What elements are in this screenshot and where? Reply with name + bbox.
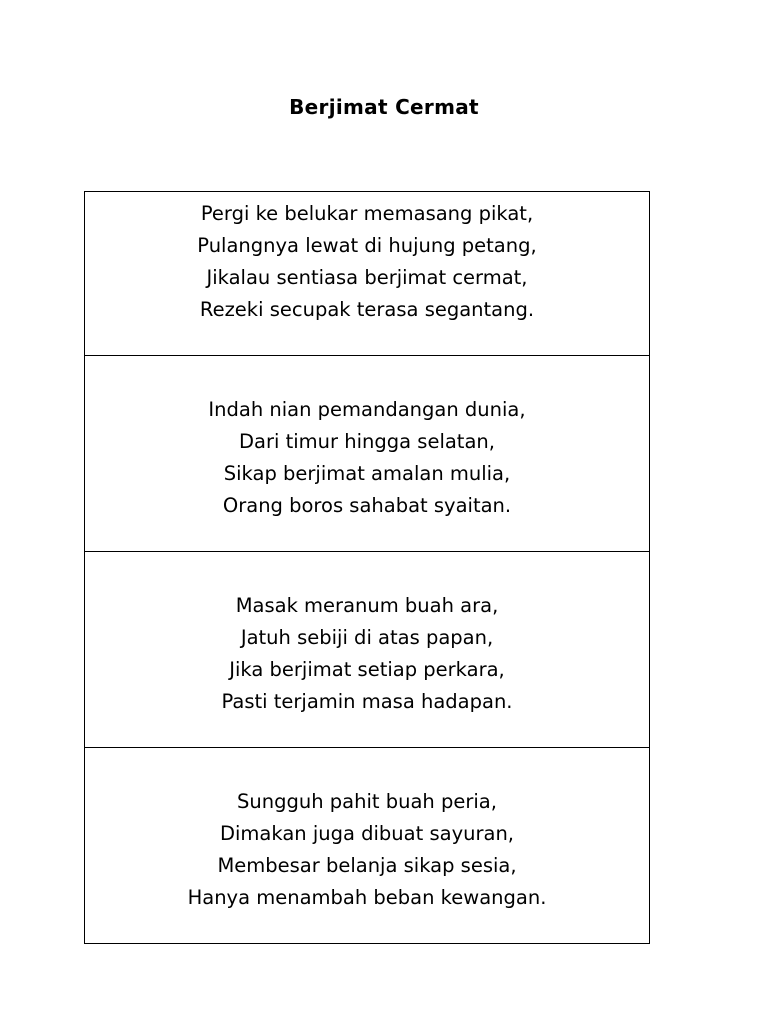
stanza-line: Dari timur hingga selatan, <box>239 430 495 453</box>
stanza-line: Dimakan juga dibuat sayuran, <box>220 822 514 845</box>
stanza-line: Membesar belanja sikap sesia, <box>217 854 517 877</box>
stanza-line: Jatuh sebiji di atas papan, <box>240 626 494 649</box>
stanza-line: Indah nian pemandangan dunia, <box>208 398 526 421</box>
stanza-line: Jikalau sentiasa berjimat cermat, <box>206 266 528 289</box>
stanza-line: Pulangnya lewat di hujung petang, <box>197 234 537 257</box>
stanza-line: Orang boros sahabat syaitan. <box>222 494 512 517</box>
stanza-line: Sungguh pahit buah peria, <box>237 790 497 813</box>
stanza-cell-4 <box>85 748 649 943</box>
stanza-line: Masak meranum buah ara, <box>235 594 499 617</box>
poem-table <box>84 191 650 944</box>
stanza-cell-3 <box>85 552 649 748</box>
page-title: Berjimat Cermat <box>289 95 479 119</box>
stanza-line: Pergi ke belukar memasang pikat, <box>200 202 534 225</box>
stanza-cell-1 <box>85 192 649 356</box>
stanza-cell-2 <box>85 356 649 552</box>
stanza-line: Pasti terjamin masa hadapan. <box>221 690 513 713</box>
stanza-line: Jika berjimat setiap perkara, <box>229 658 505 681</box>
stanza-line: Hanya menambah beban kewangan. <box>187 886 547 909</box>
stanza-line: Sikap berjimat amalan mulia, <box>223 462 511 485</box>
stanza-line: Rezeki secupak terasa segantang. <box>199 298 535 321</box>
